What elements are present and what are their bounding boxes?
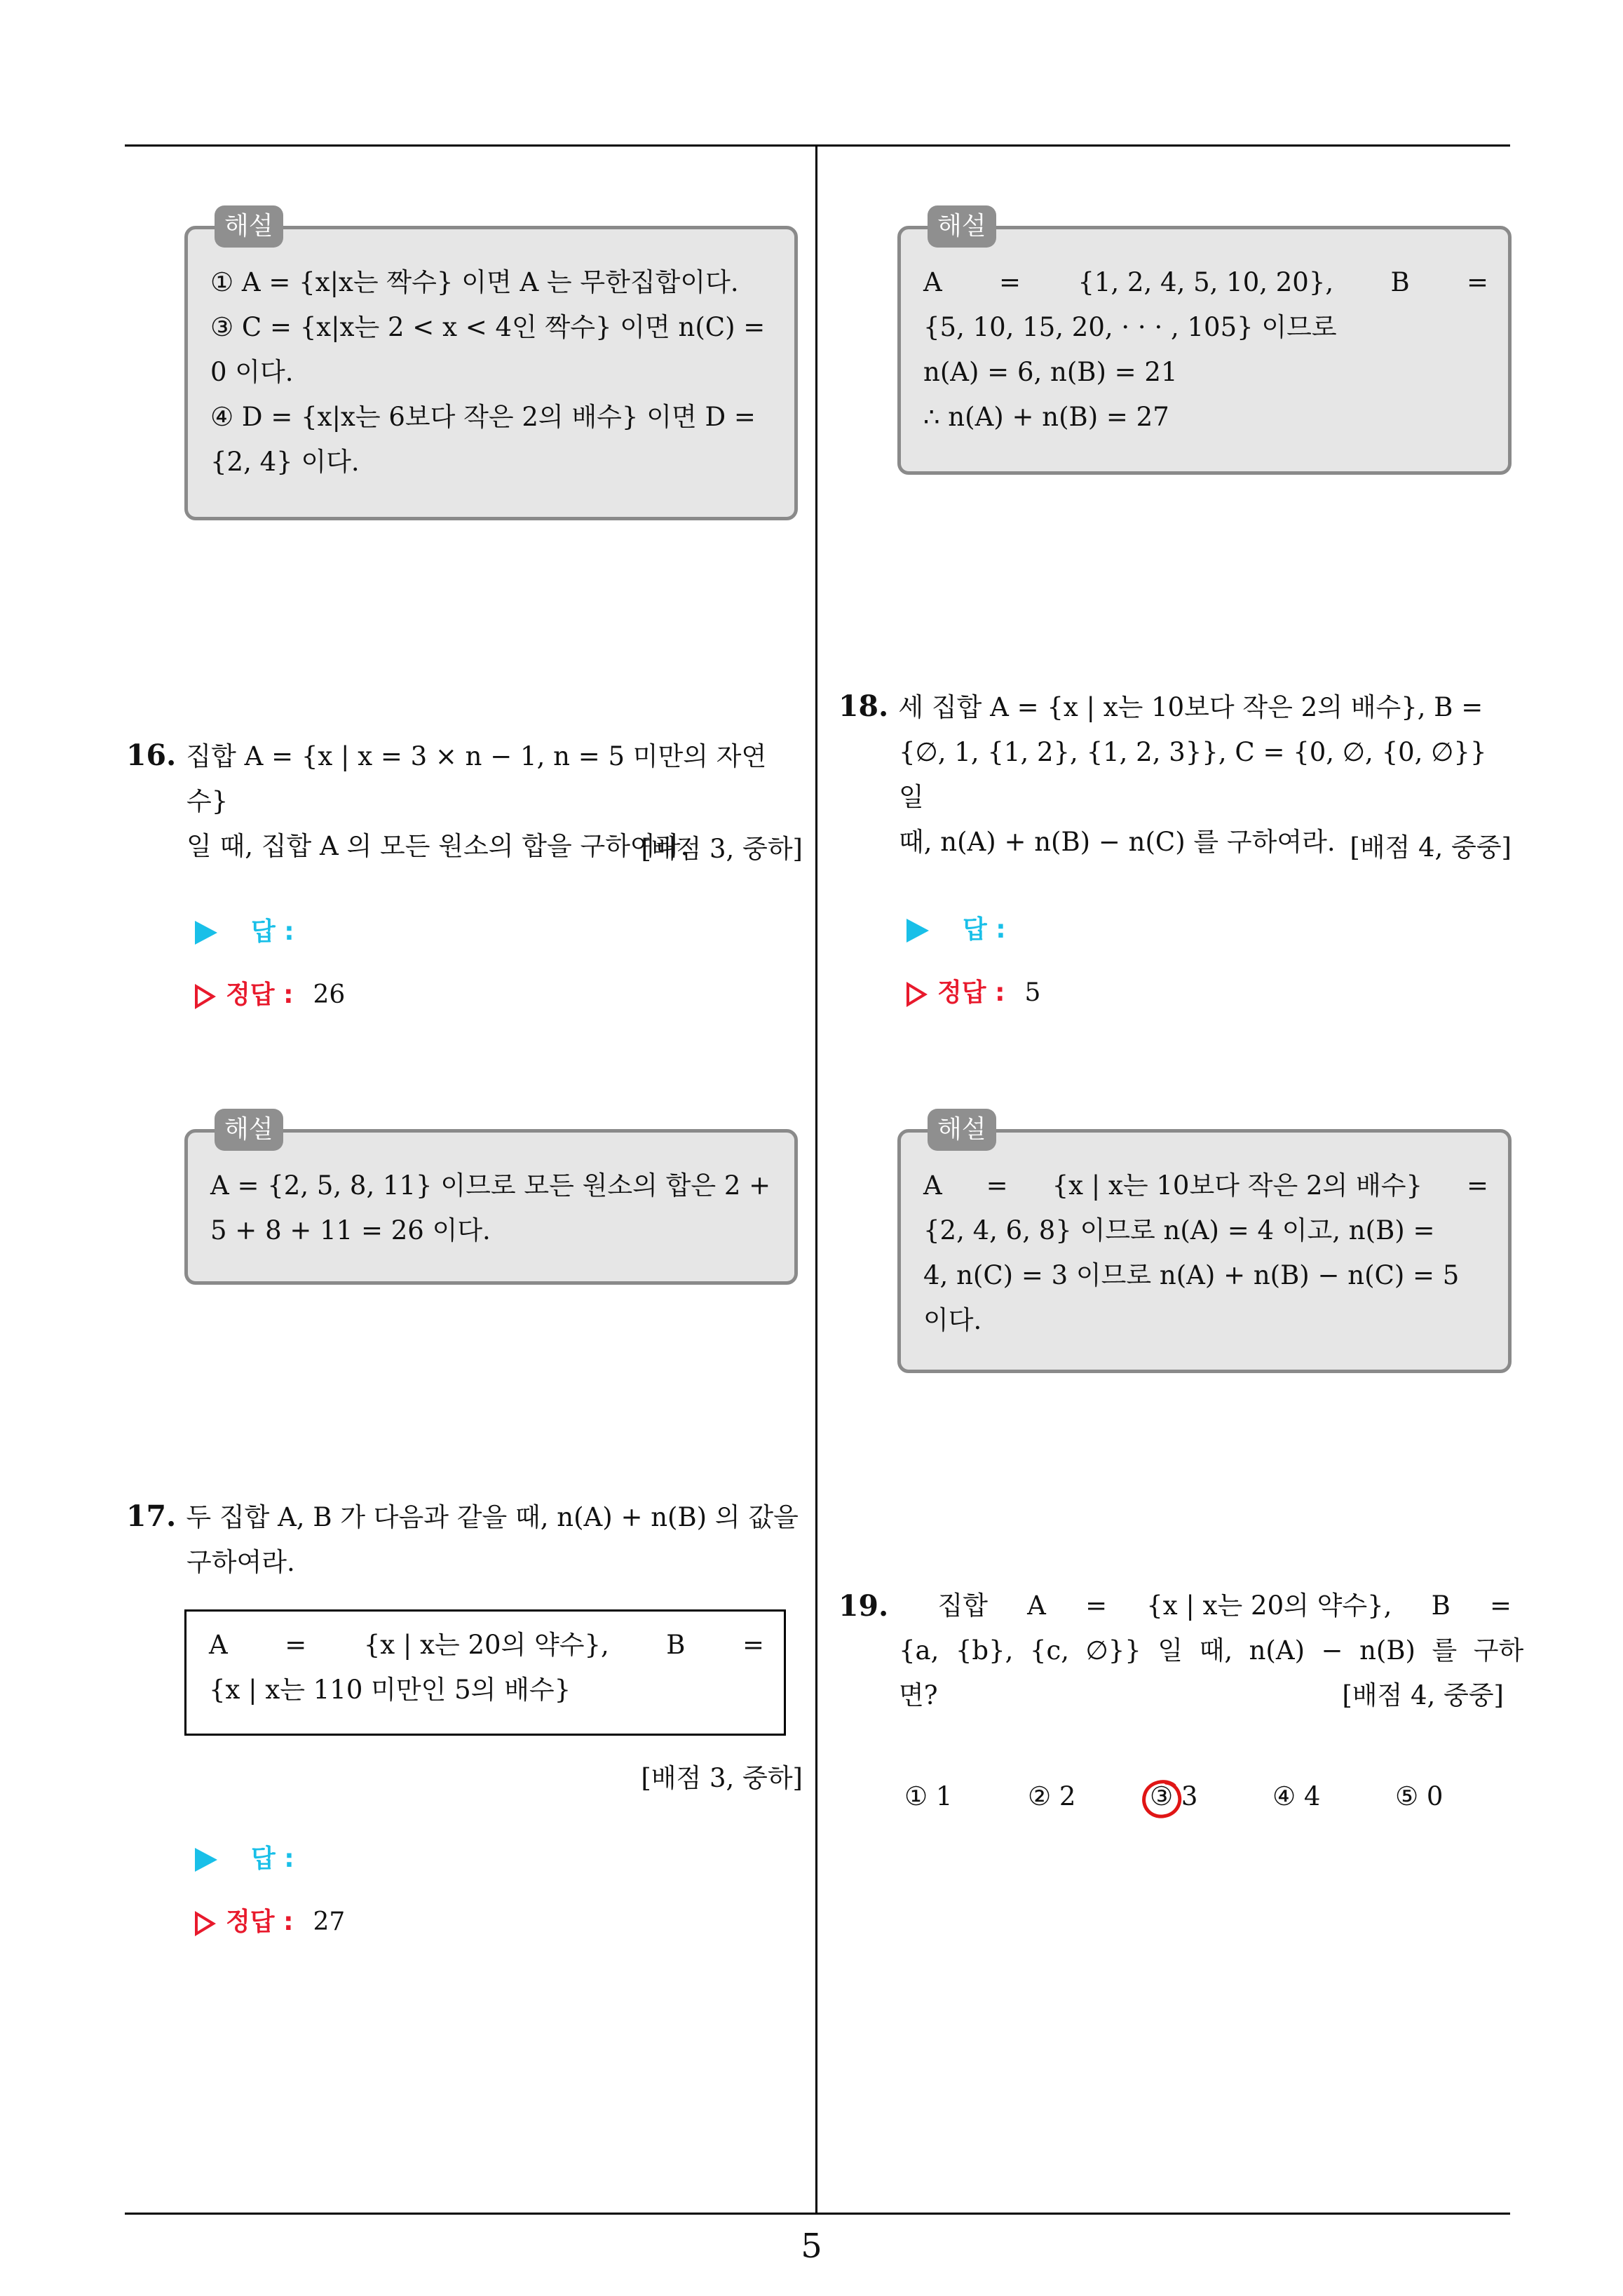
question-17 bbox=[126, 1494, 803, 1585]
page-number: 5 bbox=[801, 2227, 822, 2266]
question-meta: [배점 3, 중하] bbox=[641, 1763, 803, 1793]
explanation-box-18 bbox=[897, 1115, 1512, 1373]
correct-answer-row bbox=[195, 975, 345, 1011]
bottom-rule bbox=[125, 2213, 1510, 2215]
top-rule bbox=[125, 144, 1510, 147]
play-triangle-icon bbox=[195, 921, 217, 945]
equals-sign: = bbox=[986, 1170, 1008, 1201]
given-sets-box bbox=[184, 1609, 786, 1736]
explanation-line: A = {2, 5, 8, 11} 이므로 모든 원소의 합은 2 + bbox=[210, 1170, 771, 1201]
explanation-line: 0 이다. bbox=[210, 357, 294, 387]
set-definition: {x | x는 10보다 작은 2의 배수} bbox=[1052, 1170, 1423, 1201]
question-text: 일 때, 집합 A 의 모든 원소의 합을 구하여라. bbox=[186, 831, 689, 861]
correct-answer-label: 정답 : bbox=[937, 978, 1005, 1007]
correct-answer-value: 26 bbox=[313, 980, 346, 1009]
answer-row bbox=[195, 912, 294, 947]
set-definition: {x | x는 20의 약수}, bbox=[363, 1630, 609, 1660]
explanation-line: {5, 10, 15, 20, · · · , 105} 이므로 bbox=[923, 312, 1337, 342]
play-triangle-icon bbox=[195, 1848, 217, 1872]
equals-sign: = bbox=[285, 1630, 307, 1660]
question-meta: [배점 4, 중중] bbox=[1350, 832, 1512, 863]
answer-row bbox=[906, 910, 1006, 945]
explanation-line: ③ C = {x|x는 2 < x < 4인 짝수} 이면 n(C) = bbox=[210, 312, 766, 342]
question-text: 면? bbox=[899, 1680, 938, 1710]
equals-sign: = bbox=[1085, 1591, 1108, 1621]
set-definition: {1, 2, 4, 5, 10, 20}, bbox=[1078, 267, 1334, 297]
answer-label: 답 : bbox=[963, 915, 1006, 944]
choice-2[interactable]: ② 2 bbox=[1028, 1781, 1076, 1811]
equals-sign: = bbox=[1466, 1170, 1488, 1201]
explanation-line: 이다. bbox=[923, 1305, 982, 1335]
explanation-line: {2, 4} 이다. bbox=[210, 447, 360, 477]
equals-sign: = bbox=[1489, 1591, 1512, 1621]
outline-triangle-icon bbox=[195, 1911, 216, 1936]
correct-answer-label: 정답 : bbox=[226, 1907, 294, 1936]
set-name: B bbox=[666, 1630, 686, 1660]
question-text: 때, n(A) + n(B) − n(C) 를 구하여라. bbox=[899, 827, 1336, 857]
correct-answer-row bbox=[906, 973, 1040, 1008]
explanation-tag: 해설 bbox=[928, 1109, 996, 1151]
set-name: B bbox=[1390, 267, 1410, 297]
question-text: 두 집합 A, B 가 다음과 같을 때, n(A) + n(B) 의 값을 bbox=[186, 1502, 799, 1532]
explanation-box-17 bbox=[897, 212, 1512, 475]
question-text: 집합 A = {x | x = 3 × n − 1, n = 5 미만의 자연수} bbox=[186, 741, 767, 816]
explanation-line: ∴ n(A) + n(B) = 27 bbox=[923, 402, 1169, 432]
correct-answer-value: 27 bbox=[313, 1907, 346, 1936]
answer-row bbox=[195, 1839, 294, 1875]
question-meta: [배점 3, 중하] bbox=[641, 834, 803, 864]
set-name: A bbox=[209, 1630, 228, 1660]
set-definition: {x | x는 20의 약수}, bbox=[1146, 1591, 1392, 1621]
answer-label: 답 : bbox=[251, 917, 294, 946]
choice-3[interactable]: ③ 3 bbox=[1150, 1781, 1198, 1811]
equals-sign: = bbox=[742, 1630, 764, 1660]
correct-answer-label: 정답 : bbox=[226, 980, 294, 1009]
question-text: 세 집합 A = {x | x는 10보다 작은 2의 배수}, B = bbox=[898, 692, 1483, 722]
outline-triangle-icon bbox=[195, 984, 216, 1009]
equals-sign: = bbox=[999, 267, 1021, 297]
question-text: 구하여라. bbox=[186, 1547, 295, 1577]
answer-label: 답 : bbox=[251, 1844, 294, 1873]
question-number: 18. bbox=[838, 689, 889, 723]
set-name: B bbox=[1431, 1591, 1451, 1621]
question-text: {a, {b}, {c, ∅}} 일 때, n(A) − n(B) 를 구하 bbox=[899, 1635, 1524, 1666]
choice-1[interactable]: ① 1 bbox=[904, 1781, 953, 1811]
explanation-line: n(A) = 6, n(B) = 21 bbox=[923, 357, 1178, 387]
explanation-box-15 bbox=[184, 212, 798, 520]
explanation-line: ① A = {x|x는 짝수} 이면 A 는 무한집합이다. bbox=[210, 267, 739, 297]
outline-triangle-icon bbox=[906, 982, 928, 1007]
explanation-line: 5 + 8 + 11 = 26 이다. bbox=[210, 1215, 491, 1245]
set-name: A bbox=[1027, 1591, 1046, 1621]
explanation-tag: 해설 bbox=[215, 205, 283, 248]
set-definition: {x | x는 110 미만인 5의 배수} bbox=[209, 1675, 571, 1705]
selected-answer-circle-icon bbox=[1139, 1776, 1186, 1822]
explanation-line: 4, n(C) = 3 이므로 n(A) + n(B) − n(C) = 5 bbox=[923, 1260, 1460, 1290]
question-meta: [배점 4, 중중] bbox=[1342, 1680, 1504, 1710]
explanation-tag: 해설 bbox=[215, 1109, 283, 1151]
explanation-tag: 해설 bbox=[928, 205, 996, 248]
set-name: A bbox=[923, 1170, 942, 1201]
explanation-line: ④ D = {x|x는 6보다 작은 2의 배수} 이면 D = bbox=[210, 402, 756, 432]
explanation-box-16 bbox=[184, 1115, 798, 1285]
set-name: A bbox=[923, 267, 942, 297]
question-number: 19. bbox=[838, 1589, 889, 1623]
equals-sign: = bbox=[1466, 267, 1488, 297]
choice-4[interactable]: ④ 4 bbox=[1272, 1781, 1321, 1811]
question-text: {∅, 1, {1, 2}, {1, 2, 3}}, C = {0, ∅, {0, ∅}} 일 bbox=[899, 737, 1487, 812]
choice-5[interactable]: ⑤ 0 bbox=[1395, 1781, 1444, 1811]
question-number: 17. bbox=[126, 1499, 177, 1533]
question-number: 16. bbox=[126, 738, 177, 772]
correct-answer-value: 5 bbox=[1024, 978, 1041, 1007]
play-triangle-icon bbox=[906, 919, 929, 943]
question-text: 집합 bbox=[937, 1591, 988, 1621]
column-divider bbox=[815, 144, 817, 2214]
correct-answer-row bbox=[195, 1902, 345, 1938]
explanation-line: {2, 4, 6, 8} 이므로 n(A) = 4 이고, n(B) = bbox=[923, 1215, 1435, 1245]
